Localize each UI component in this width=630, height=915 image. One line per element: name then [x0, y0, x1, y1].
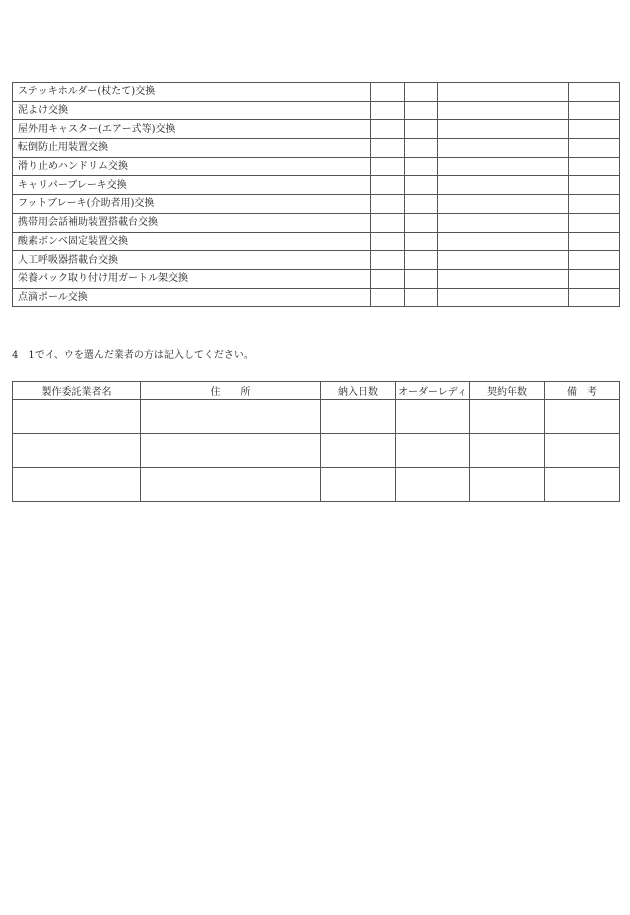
blank-entry-cell[interactable]: [545, 400, 620, 434]
blank-entry-cell[interactable]: [321, 434, 396, 468]
blank-entry-cell[interactable]: [569, 120, 620, 139]
parts-table-row: [13, 269, 620, 288]
parts-table-row: [13, 251, 620, 270]
blank-entry-cell[interactable]: [13, 400, 141, 434]
part-item-label: キャリパーブレーキ交換: [13, 176, 371, 195]
vendor-column-header: 備 考: [545, 382, 620, 400]
blank-entry-cell[interactable]: [569, 101, 620, 120]
blank-entry-cell[interactable]: [371, 288, 405, 307]
blank-entry-cell[interactable]: [141, 468, 321, 502]
blank-entry-cell[interactable]: [470, 468, 545, 502]
blank-entry-cell[interactable]: [321, 468, 396, 502]
blank-entry-cell[interactable]: [405, 288, 438, 307]
parts-table-row: [13, 232, 620, 251]
blank-entry-cell[interactable]: [371, 195, 405, 214]
blank-entry-cell[interactable]: [405, 157, 438, 176]
instruction-note: 4 1でイ、ウを選んだ業者の方は記入してください。: [12, 350, 254, 361]
blank-entry-cell[interactable]: [405, 139, 438, 158]
blank-entry-cell[interactable]: [405, 101, 438, 120]
blank-entry-cell[interactable]: [569, 269, 620, 288]
blank-entry-cell[interactable]: [371, 269, 405, 288]
blank-entry-cell[interactable]: [569, 195, 620, 214]
blank-entry-cell[interactable]: [371, 83, 405, 102]
blank-entry-cell[interactable]: [371, 139, 405, 158]
parts-table-row: [13, 83, 620, 102]
blank-entry-cell[interactable]: [405, 232, 438, 251]
blank-entry-cell[interactable]: [405, 269, 438, 288]
blank-entry-cell[interactable]: [13, 434, 141, 468]
blank-entry-cell[interactable]: [438, 269, 569, 288]
blank-entry-cell[interactable]: [405, 120, 438, 139]
parts-table-row: [13, 139, 620, 158]
vendor-table-body: [13, 400, 620, 502]
blank-entry-cell[interactable]: [438, 232, 569, 251]
blank-entry-cell[interactable]: [396, 434, 470, 468]
parts-table-body: [13, 83, 620, 307]
vendor-column-header: オーダーレディ: [396, 382, 470, 400]
parts-table-row: [13, 101, 620, 120]
blank-entry-cell[interactable]: [405, 195, 438, 214]
blank-entry-cell[interactable]: [321, 400, 396, 434]
blank-entry-cell[interactable]: [438, 157, 569, 176]
blank-entry-cell[interactable]: [569, 213, 620, 232]
parts-table-row: [13, 288, 620, 307]
vendor-column-header: 納入日数: [321, 382, 396, 400]
vendor-table-row: [13, 468, 620, 502]
part-item-label: 栄養パック取り付け用ガートル架交換: [13, 269, 371, 288]
blank-entry-cell[interactable]: [141, 434, 321, 468]
vendor-table-row: [13, 400, 620, 434]
part-item-label: フットブレーキ(介助者用)交換: [13, 195, 371, 214]
vendor-column-header: 製作委託業者名: [13, 382, 141, 400]
vendor-column-header: 契約年数: [470, 382, 545, 400]
blank-entry-cell[interactable]: [405, 176, 438, 195]
blank-entry-cell[interactable]: [438, 195, 569, 214]
blank-entry-cell[interactable]: [569, 157, 620, 176]
part-item-label: 酸素ボンベ固定装置交換: [13, 232, 371, 251]
blank-entry-cell[interactable]: [371, 157, 405, 176]
part-item-label: ステッキホルダー(杖たて)交換: [13, 83, 371, 102]
blank-entry-cell[interactable]: [569, 139, 620, 158]
parts-table-row: [13, 176, 620, 195]
blank-entry-cell[interactable]: [569, 251, 620, 270]
vendor-table-header-row: [13, 382, 620, 400]
blank-entry-cell[interactable]: [545, 468, 620, 502]
blank-entry-cell[interactable]: [141, 400, 321, 434]
blank-entry-cell[interactable]: [438, 83, 569, 102]
blank-entry-cell[interactable]: [396, 468, 470, 502]
blank-entry-cell[interactable]: [569, 83, 620, 102]
blank-entry-cell[interactable]: [569, 288, 620, 307]
parts-table-row: [13, 157, 620, 176]
blank-entry-cell[interactable]: [470, 400, 545, 434]
blank-entry-cell[interactable]: [371, 120, 405, 139]
vendor-info-table: [12, 381, 620, 502]
vendor-column-header: 住 所: [141, 382, 321, 400]
blank-entry-cell[interactable]: [396, 400, 470, 434]
blank-entry-cell[interactable]: [405, 251, 438, 270]
part-item-label: 泥よけ交換: [13, 101, 371, 120]
parts-replacement-table: [12, 82, 620, 307]
parts-table-row: [13, 120, 620, 139]
part-item-label: 携帯用会話補助装置搭載台交換: [13, 213, 371, 232]
part-item-label: 点滴ポール交換: [13, 288, 371, 307]
part-item-label: 滑り止めハンドリム交換: [13, 157, 371, 176]
blank-entry-cell[interactable]: [371, 213, 405, 232]
blank-entry-cell[interactable]: [371, 176, 405, 195]
part-item-label: 人工呼吸器搭載台交換: [13, 251, 371, 270]
blank-entry-cell[interactable]: [438, 251, 569, 270]
vendor-table-row: [13, 434, 620, 468]
blank-entry-cell[interactable]: [438, 176, 569, 195]
part-item-label: 屋外用キャスター(エアー式等)交換: [13, 120, 371, 139]
blank-entry-cell[interactable]: [545, 434, 620, 468]
blank-entry-cell[interactable]: [438, 213, 569, 232]
blank-entry-cell[interactable]: [569, 176, 620, 195]
parts-table-row: [13, 195, 620, 214]
part-item-label: 転倒防止用装置交換: [13, 139, 371, 158]
blank-entry-cell[interactable]: [438, 120, 569, 139]
blank-entry-cell[interactable]: [371, 101, 405, 120]
blank-entry-cell[interactable]: [405, 83, 438, 102]
blank-entry-cell[interactable]: [438, 101, 569, 120]
blank-entry-cell[interactable]: [405, 213, 438, 232]
blank-entry-cell[interactable]: [470, 434, 545, 468]
blank-entry-cell[interactable]: [13, 468, 141, 502]
blank-entry-cell[interactable]: [371, 251, 405, 270]
blank-entry-cell[interactable]: [438, 139, 569, 158]
blank-entry-cell[interactable]: [438, 288, 569, 307]
parts-table-row: [13, 213, 620, 232]
blank-entry-cell[interactable]: [569, 232, 620, 251]
blank-entry-cell[interactable]: [371, 232, 405, 251]
